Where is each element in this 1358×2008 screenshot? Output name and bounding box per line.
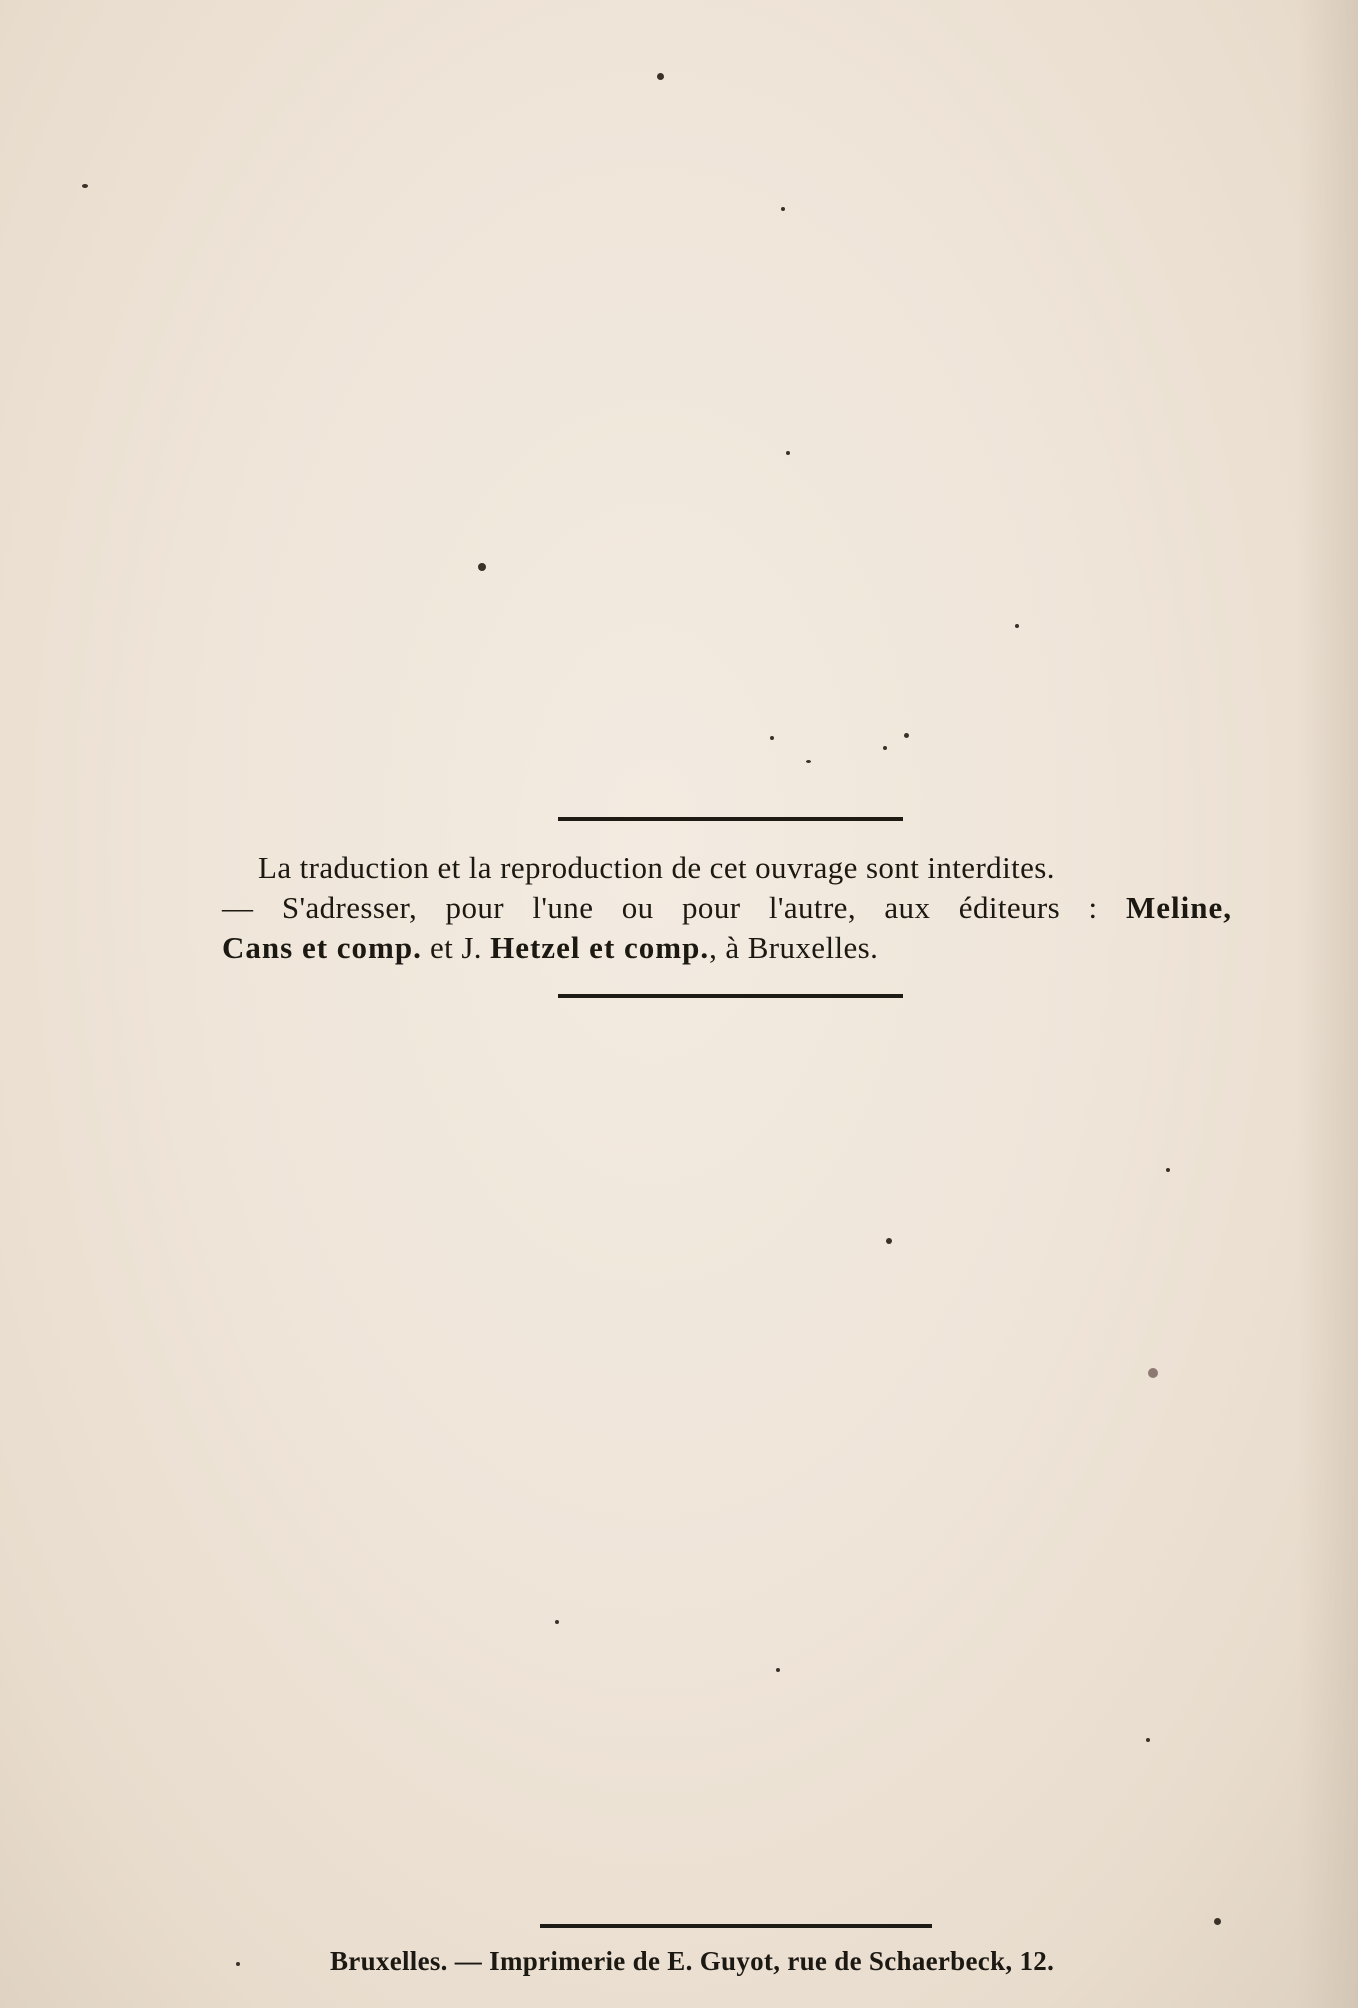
publisher-cans: Cans et comp. bbox=[222, 930, 422, 965]
publisher-hetzel: Hetzel et comp. bbox=[490, 930, 710, 965]
imprint-printer: Guyot bbox=[699, 1946, 774, 1976]
notice-line-3 bbox=[222, 928, 1232, 968]
paper-speck bbox=[770, 736, 774, 740]
publisher-meline: Meline, bbox=[1126, 890, 1232, 925]
paper-speck bbox=[555, 1620, 559, 1624]
imprint-rule bbox=[540, 1924, 932, 1928]
notice-line-2 bbox=[222, 888, 1232, 928]
notice-line-2-text: — S'adresser, pour l'une ou pour l'autre, aux éditeurs : bbox=[222, 890, 1126, 925]
paper-speck bbox=[904, 733, 909, 738]
paper-speck bbox=[786, 451, 790, 455]
paper-speck bbox=[1146, 1738, 1150, 1742]
paper-speck bbox=[886, 1238, 892, 1244]
rights-notice bbox=[222, 848, 1232, 968]
paper-speck bbox=[82, 184, 88, 188]
paper-speck bbox=[806, 760, 811, 763]
top-rule bbox=[558, 817, 903, 821]
paper-speck bbox=[1214, 1918, 1221, 1925]
bottom-rule bbox=[558, 994, 903, 998]
notice-line-3-mid: et J. bbox=[421, 930, 491, 965]
paper-speck bbox=[1148, 1368, 1158, 1378]
paper-speck bbox=[657, 73, 664, 80]
paper-speck bbox=[883, 746, 887, 750]
printer-imprint bbox=[330, 1946, 1054, 1977]
paper-speck bbox=[781, 207, 785, 211]
paper-speck bbox=[1015, 624, 1019, 628]
paper-speck bbox=[478, 563, 486, 571]
notice-line-3-suffix: , à Bruxelles. bbox=[709, 930, 879, 965]
imprint-suffix: , rue de Schaerbeck, 12. bbox=[773, 1946, 1055, 1976]
paper-speck bbox=[1166, 1168, 1170, 1172]
imprint-prefix: Bruxelles. — Imprimerie de E. bbox=[330, 1946, 700, 1976]
notice-line-1: La traduction et la reproduction de cet ouvrage sont interdites. bbox=[258, 850, 1055, 885]
paper-speck bbox=[776, 1668, 780, 1672]
paper-speck bbox=[236, 1962, 240, 1966]
